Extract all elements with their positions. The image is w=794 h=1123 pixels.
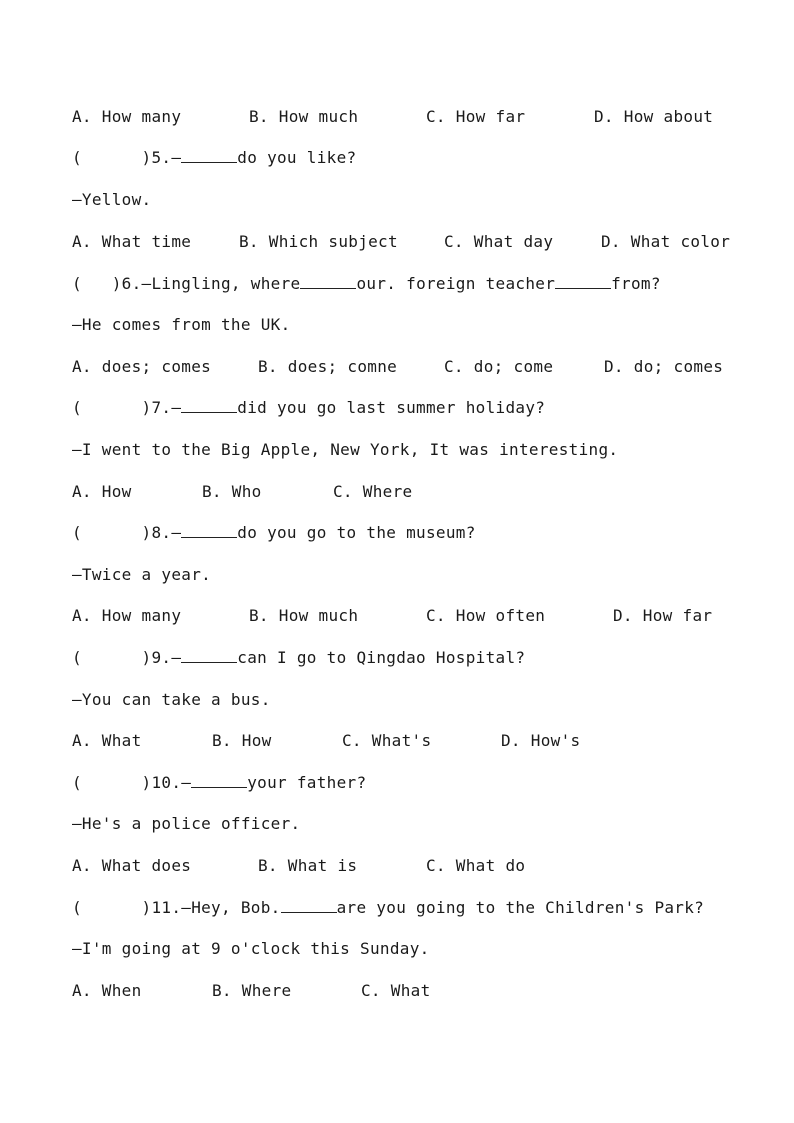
q6-option-b: B. does; comne [258, 357, 398, 376]
q5-blank[interactable] [181, 148, 237, 163]
q5-option-c: C. What day [444, 232, 554, 251]
q11-option-b: B. Where [212, 981, 292, 1000]
q7-option-b: B. Who [202, 482, 262, 501]
q7-option-a: A. How [72, 482, 132, 501]
q7-blank[interactable] [181, 398, 237, 413]
q10-option-b: B. What is [258, 856, 358, 875]
q4-option-a: A. How many [72, 107, 182, 126]
q7-answer: —I went to the Big Apple, New York, It was interesting. [72, 440, 619, 459]
q6-answer: —He comes from the UK. [72, 315, 291, 334]
q9-blank[interactable] [181, 648, 237, 663]
q8-stem: do you go to the museum? [237, 523, 476, 542]
q4-option-b: B. How much [249, 107, 359, 126]
q9-option-b: B. How [212, 731, 272, 750]
q11-option-c: C. What [361, 981, 431, 1000]
q7-question [72, 398, 545, 418]
q6-blank-2[interactable] [555, 274, 611, 289]
q7-number: ( )7.— [72, 398, 182, 417]
q6-option-c: C. do; come [444, 357, 554, 376]
q5-question [72, 148, 356, 168]
q9-option-a: A. What [72, 731, 142, 750]
q11-question [72, 898, 704, 918]
q9-number: ( )9.— [72, 648, 182, 667]
q5-stem: do you like? [237, 148, 357, 167]
q8-blank[interactable] [181, 523, 237, 538]
q9-answer: —You can take a bus. [72, 690, 271, 709]
q8-option-c: C. How often [426, 606, 546, 625]
q10-answer: —He's a police officer. [72, 814, 301, 833]
q6-option-d: D. do; comes [604, 357, 724, 376]
q10-option-c: C. What do [426, 856, 526, 875]
q10-option-a: A. What does [72, 856, 192, 875]
q8-option-b: B. How much [249, 606, 359, 625]
q11-blank[interactable] [281, 898, 337, 913]
q10-number: ( )10.— [72, 773, 192, 792]
q8-question [72, 523, 476, 543]
q10-blank[interactable] [191, 773, 247, 788]
q9-option-d: D. How's [501, 731, 581, 750]
q4-option-c: C. How far [426, 107, 526, 126]
q6-question [72, 274, 661, 294]
q7-option-c: C. Where [333, 482, 413, 501]
q4-option-d: D. How about [594, 107, 714, 126]
q6-blank-1[interactable] [300, 274, 356, 289]
q8-answer: —Twice a year. [72, 565, 212, 584]
q11-stem: are you going to the Children's Park? [336, 898, 705, 917]
q5-option-b: B. Which subject [239, 232, 398, 251]
q11-answer: —I'm going at 9 o'clock this Sunday. [72, 939, 430, 958]
q9-question [72, 648, 525, 668]
q6-option-a: A. does; comes [72, 357, 212, 376]
q6-stem-end: from? [611, 274, 661, 293]
q9-option-c: C. What's [342, 731, 432, 750]
q9-stem: can I go to Qingdao Hospital? [237, 648, 526, 667]
q5-option-d: D. What color [601, 232, 731, 251]
q8-option-d: D. How far [613, 606, 713, 625]
q8-number: ( )8.— [72, 523, 182, 542]
q5-number: ( )5.— [72, 148, 182, 167]
q11-option-a: A. When [72, 981, 142, 1000]
q5-option-a: A. What time [72, 232, 192, 251]
q11-number: ( )11.—Hey, Bob. [72, 898, 281, 917]
q8-option-a: A. How many [72, 606, 182, 625]
q10-stem: your father? [247, 773, 367, 792]
q6-number: ( )6.—Lingling, where [72, 274, 301, 293]
q7-stem: did you go last summer holiday? [237, 398, 546, 417]
q10-question [72, 773, 366, 793]
q5-answer: —Yellow. [72, 190, 152, 209]
q6-stem: our. foreign teacher [356, 274, 556, 293]
